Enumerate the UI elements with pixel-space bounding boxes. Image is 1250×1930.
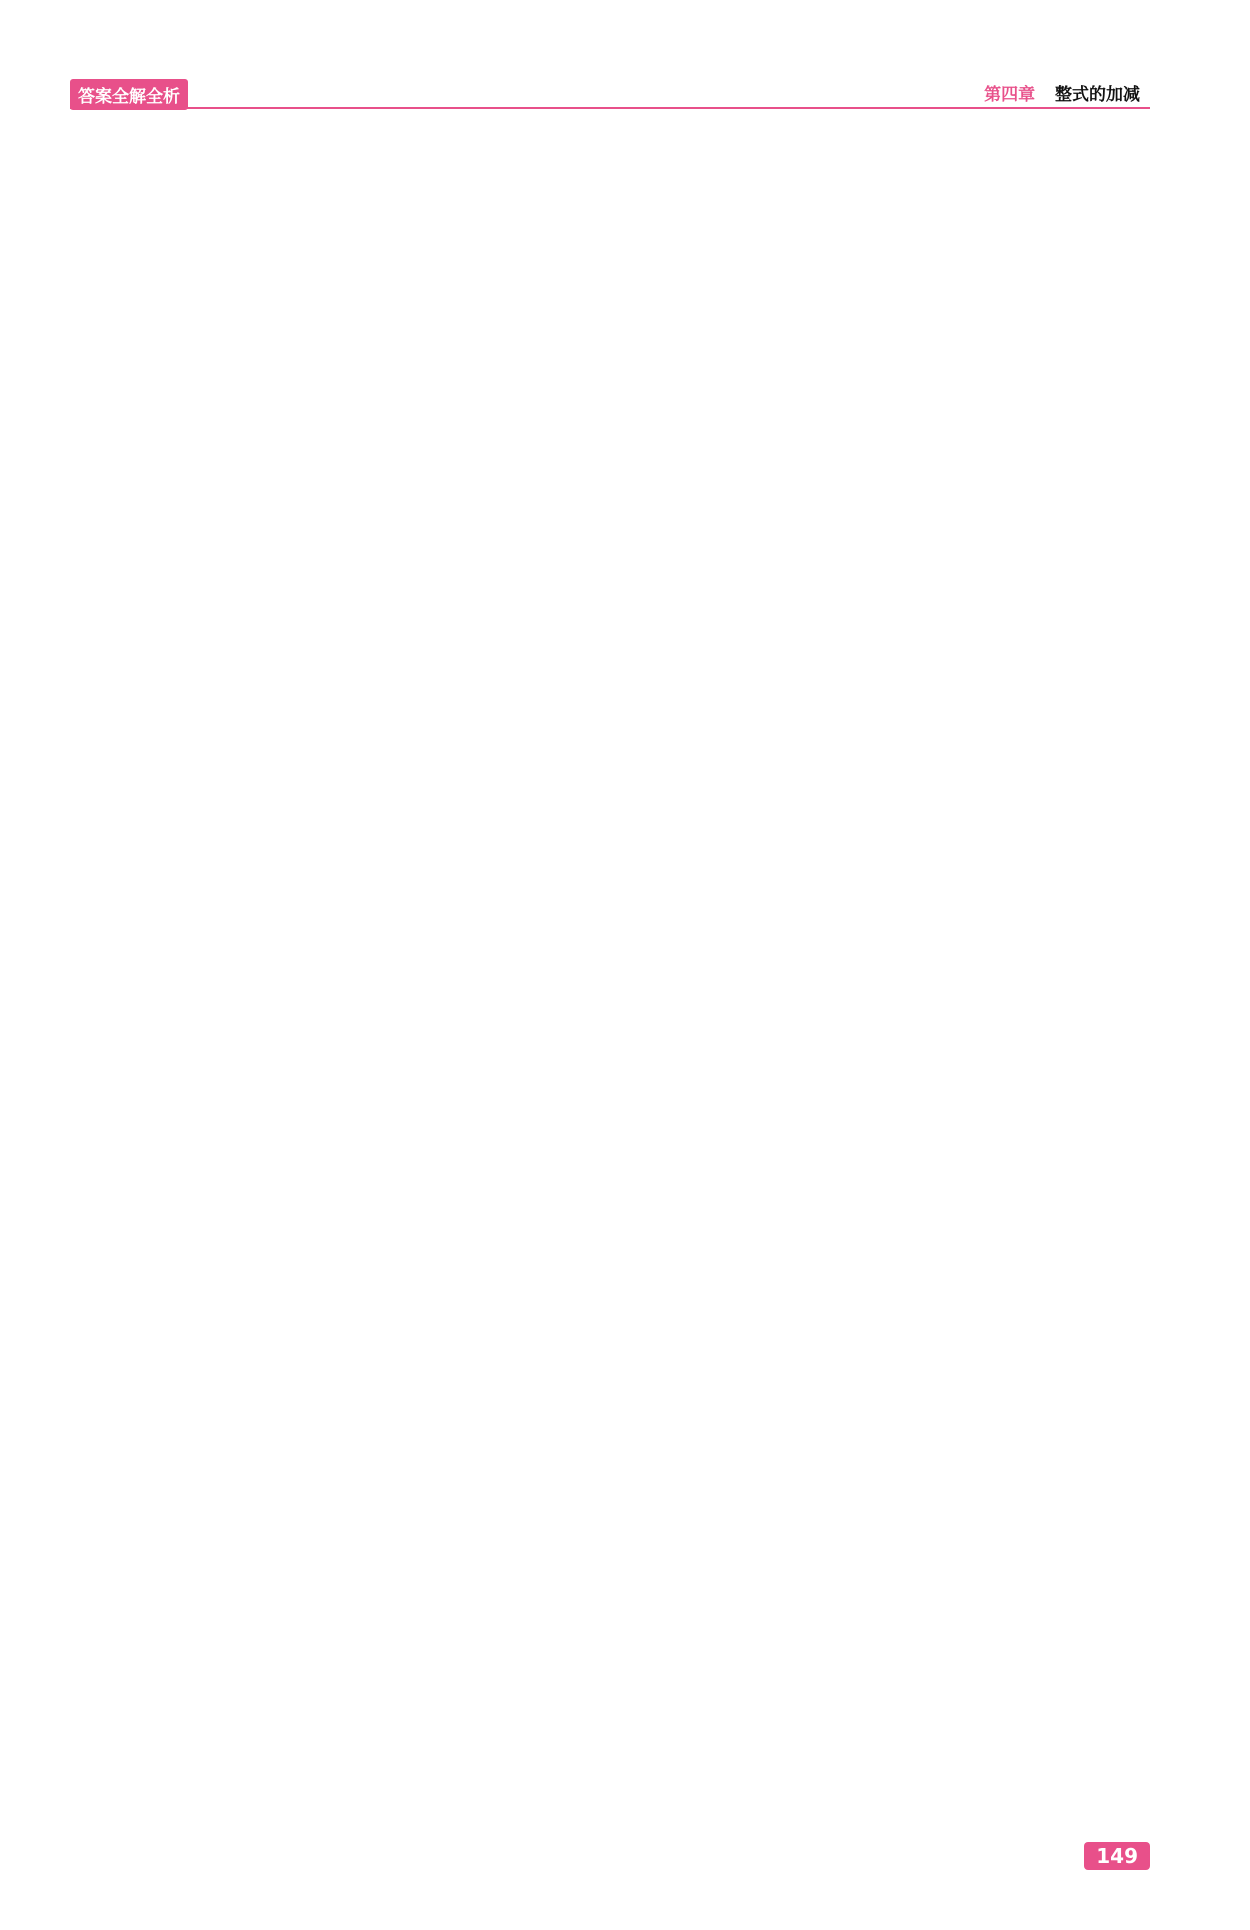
header-tag: 答案全解全析 [70,79,188,110]
page-number: 149 [1084,1842,1150,1870]
header-chapter: 第四章 [984,85,1036,105]
header-title: 整式的加减 [1055,85,1140,105]
header-chapter-block [984,80,1140,105]
header-rule [70,107,1150,109]
